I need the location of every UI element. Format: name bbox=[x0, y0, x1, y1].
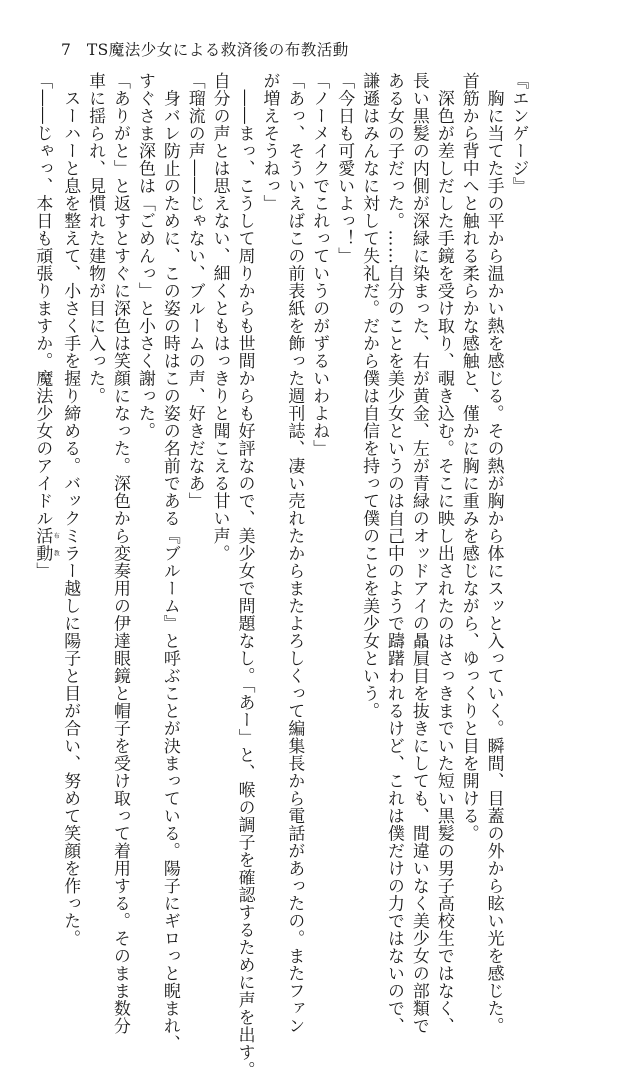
page-number: 7 bbox=[61, 41, 72, 59]
text-line-tail: 」 bbox=[33, 561, 54, 580]
chapter-title: TS魔法少女による救済後の布教活動 bbox=[86, 41, 349, 59]
running-header bbox=[61, 38, 349, 60]
text-line: 胸に当てた手の平から温かい熱を感じる。その熱が胸から体にスッと入っていく。瞬間、目蓋の外から眩い光を感じた。 bbox=[485, 72, 506, 1035]
text-line: 「今日も可愛いよっ！」 bbox=[335, 72, 356, 265]
text-line: ――まっ、こうして周りからも世間からも好評なので、美少女で問題なし。「あー」と、喉の調子を確認するために声を出す。 bbox=[236, 72, 257, 1079]
text-line: 身バレ防止のために、この姿の時はこの姿の名前である『ブルーム』と呼ぶことが決まっている。陽子にギロっと睨まれ、 bbox=[161, 72, 182, 1052]
ruby-annotation: 活動布教 bbox=[33, 526, 60, 562]
text-line: 長い黒髪の内側が深緑に染まった、右が黄金、左が青緑のオッドアイの贔屓目を抜きにしても、間違いなく美少女の部類で bbox=[410, 72, 431, 1035]
text-line: 首筋から背中へと触れる柔らかな感触と、僅かに胸に重みを感じながら、ゆっくりと目を開ける。 bbox=[460, 72, 481, 842]
text-line: 深色が差しだした手鏡を受け取り、覗き込む。そこに映し出されたのはさっきまでいた短い黒髪の男子高校生ではなく、 bbox=[435, 72, 456, 1035]
text-line: ある女の子だった。……自分のことを美少女というのは自己中のようで躊躇われるけど、これは僕だけの力ではないので、 bbox=[385, 72, 406, 1035]
vertical-body-text bbox=[31, 72, 532, 1079]
text-line-with-ruby bbox=[31, 72, 59, 880]
text-line: すぐさま深色は「ごめんっ」と小さく謝った。 bbox=[136, 72, 157, 440]
text-line: スーハーと息を整えて、小さく手を握り締める。バックミラー越しに陽子と目が合い、努めて笑顔を作った。 bbox=[61, 72, 82, 947]
text-line: 「ノーメイクでこれっていうのがずるいわよね」 bbox=[310, 72, 331, 457]
text-line: 『エンゲージ』 bbox=[510, 72, 530, 195]
ruby-reading: 布教 bbox=[52, 526, 60, 562]
text-line: 車に揺られ、見慣れた建物が目に入った。 bbox=[86, 72, 107, 405]
text-line: 謙遜はみんなに対して失礼だ。だから僕は自信を持って僕のことを美少女という。 bbox=[360, 72, 381, 720]
text-line: 「あっ、そういえばこの前表紙を飾った週刊誌、凄い売れたからまたよろしくって編集長から電話があったの。またファン bbox=[285, 72, 306, 1035]
text-line: 「瑠流の声――じゃない、ブルームの声、好きだなあ」 bbox=[186, 72, 207, 510]
text-line-segment: 「――じゃっ、本日も頑張りますか。魔法少女のアイドル bbox=[33, 72, 54, 527]
text-line: が増えそうねっ」 bbox=[260, 72, 281, 212]
text-line: 「ありがと」と返すとすぐに深色は笑顔になった。深色から変奏用の伊達眼鏡と帽子を受け取って着用する。そのまま数分 bbox=[111, 72, 132, 1035]
text-line: 自分の声とは思えない、細くともはっきりと聞こえる甘い声。 bbox=[211, 72, 232, 562]
